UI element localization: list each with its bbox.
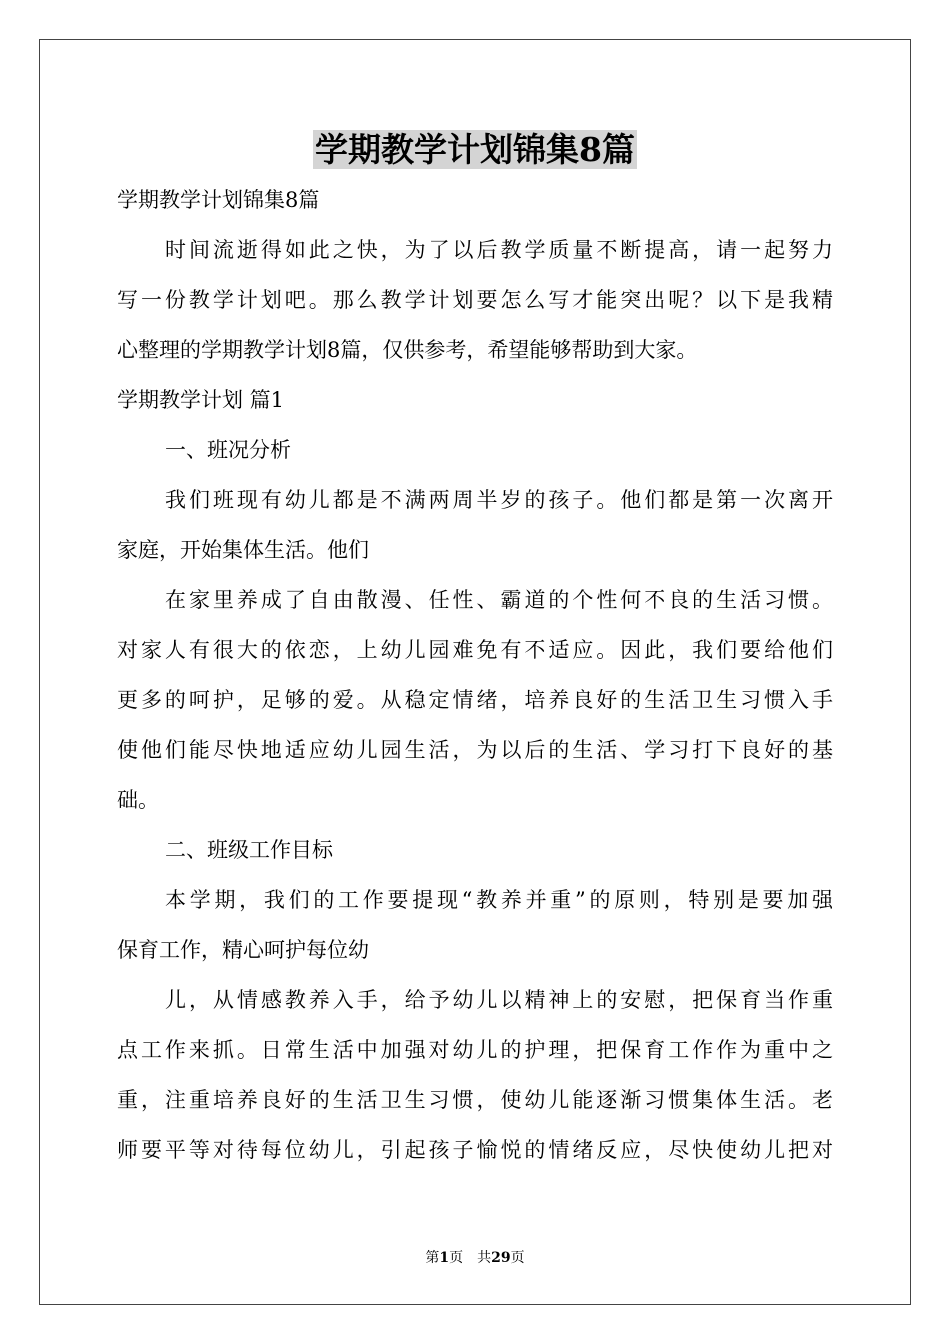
text-line: 一、班况分析: [165, 438, 291, 462]
text-line: 学期教学计划锦集8篇: [117, 188, 320, 212]
text-line: 使他们能尽快地适应幼儿园生活，为以后的生活、学习打下良好的基: [117, 738, 833, 762]
text-line: 心整理的学期教学计划8篇，仅供参考，希望能够帮助到大家。: [117, 338, 698, 362]
text-line: 更多的呵护，足够的爱。从稳定情绪，培养良好的生活卫生习惯入手: [117, 688, 833, 712]
text-line: 家庭，开始集体生活。他们: [117, 538, 369, 562]
text-line: 保育工作，精心呵护每位幼: [117, 938, 369, 962]
footer-mid: 页 共: [449, 1250, 492, 1266]
footer-total-pages: 29: [491, 1250, 511, 1266]
page-footer: [0, 1247, 950, 1267]
document-title-text: 学期教学计划锦集8篇: [315, 130, 635, 169]
footer-suffix: 页: [510, 1250, 525, 1266]
text-line: 学期教学计划 篇1: [117, 388, 285, 412]
document-title: [0, 128, 950, 172]
text-line: 本学期，我们的工作要提现“教养并重”的原则，特别是要加强: [165, 888, 833, 912]
text-line: 师要平等对待每位幼儿，引起孩子愉悦的情绪反应，尽快使幼儿把对: [117, 1138, 833, 1162]
text-line: 础。: [117, 788, 159, 812]
text-line: 在家里养成了自由散漫、任性、霸道的个性何不良的生活习惯。: [165, 588, 833, 612]
document-body: [117, 180, 833, 1180]
text-line: 二、班级工作目标: [165, 838, 333, 862]
footer-current-page: 1: [439, 1250, 450, 1266]
text-line: 重，注重培养良好的生活卫生习惯，使幼儿能逐渐习惯集体生活。老: [117, 1088, 833, 1112]
footer-prefix: 第: [425, 1250, 440, 1266]
text-line: 儿，从情感教养入手，给予幼儿以精神上的安慰，把保育当作重: [165, 988, 833, 1012]
text-line: 写一份教学计划吧。那么教学计划要怎么写才能突出呢？以下是我精: [117, 288, 833, 312]
text-line: 我们班现有幼儿都是不满两周半岁的孩子。他们都是第一次离开: [165, 488, 833, 512]
text-line: 时间流逝得如此之快，为了以后教学质量不断提高，请一起努力: [165, 238, 833, 262]
text-line: 对家人有很大的依恋，上幼儿园难免有不适应。因此，我们要给他们: [117, 638, 833, 662]
text-line: 点工作来抓。日常生活中加强对幼儿的护理，把保育工作作为重中之: [117, 1038, 833, 1062]
